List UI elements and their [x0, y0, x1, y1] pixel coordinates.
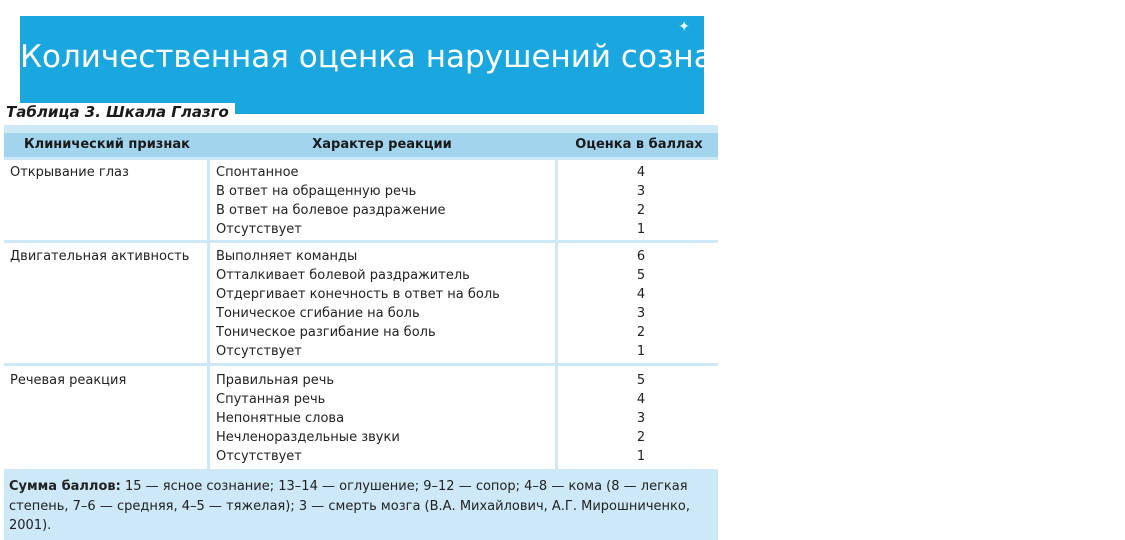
reaction-item: Непонятные слова [216, 411, 345, 426]
reaction-item: Отталкивает болевой раздражитель [216, 268, 470, 283]
score-value: 2 [636, 325, 646, 340]
score-summary-text: 15 — ясное сознание; 13–14 — оглушение; 9–12 — сопор; 4–8 — кома (8 — легкая степень, 7–6 — средняя, 4–5 — тяжелая); 3 — смерть мозга (В.А. Михайлович, А.Г. Мирошниченко, 2001). [9, 479, 690, 533]
score-value: 3 [636, 306, 646, 321]
header-clinical-sign: Клинический признак [24, 137, 190, 152]
clinical-sign-eyes: Открывание глаз [10, 165, 129, 180]
score-list-verbal [629, 371, 653, 466]
score-value: 4 [636, 287, 646, 302]
slide-title: Количественная оценка нарушений сознания (шкала комы Глазго) [20, 39, 1125, 75]
reaction-item: Отсутствует [216, 449, 302, 464]
header-score: Оценка в баллах [575, 137, 703, 152]
score-summary-label: Сумма баллов: [9, 479, 121, 494]
score-value: 2 [636, 203, 646, 218]
score-value: 4 [636, 165, 646, 180]
header-reaction-type: Характер реакции [312, 137, 452, 152]
score-value: 5 [636, 268, 646, 283]
score-value: 4 [636, 392, 646, 407]
score-value: 3 [636, 411, 646, 426]
title-banner [20, 16, 1125, 114]
reaction-list-motor [216, 247, 500, 361]
score-list-eyes [629, 163, 653, 239]
reaction-item: В ответ на обращенную речь [216, 184, 417, 199]
reaction-item: Отсутствует [216, 344, 302, 359]
score-value: 1 [636, 449, 646, 464]
reaction-list-verbal [216, 371, 400, 466]
score-value: 3 [636, 184, 646, 199]
reaction-item: Спонтанное [216, 165, 299, 180]
clinical-sign-verbal: Речевая реакция [10, 373, 127, 388]
score-value: 6 [636, 249, 646, 264]
reaction-item: Отсутствует [216, 222, 302, 237]
reaction-item: Тоническое разгибание на боль [216, 325, 436, 340]
score-summary [9, 477, 714, 536]
reaction-item: Нечленораздельные звуки [216, 430, 400, 445]
score-value: 2 [636, 430, 646, 445]
score-value: 1 [636, 344, 646, 359]
column-divider [555, 160, 558, 469]
table-header-row [4, 133, 718, 157]
sparkle-icon: ✦ [678, 19, 690, 35]
reaction-item: Правильная речь [216, 373, 335, 388]
table-caption: Таблица 3. Шкала Глазго [6, 103, 235, 121]
score-value: 5 [636, 373, 646, 388]
column-divider [207, 160, 210, 469]
glasgow-table [4, 125, 718, 540]
score-value: 1 [636, 222, 646, 237]
reaction-item: Выполняет команды [216, 249, 358, 264]
reaction-item: В ответ на болевое раздражение [216, 203, 446, 218]
reaction-item: Спутанная речь [216, 392, 326, 407]
reaction-item: Тоническое сгибание на боль [216, 306, 420, 321]
reaction-list-eyes [216, 163, 446, 239]
reaction-item: Отдергивает конечность в ответ на боль [216, 287, 500, 302]
score-list-motor [629, 247, 653, 361]
clinical-sign-motor: Двигательная активность [10, 249, 190, 264]
